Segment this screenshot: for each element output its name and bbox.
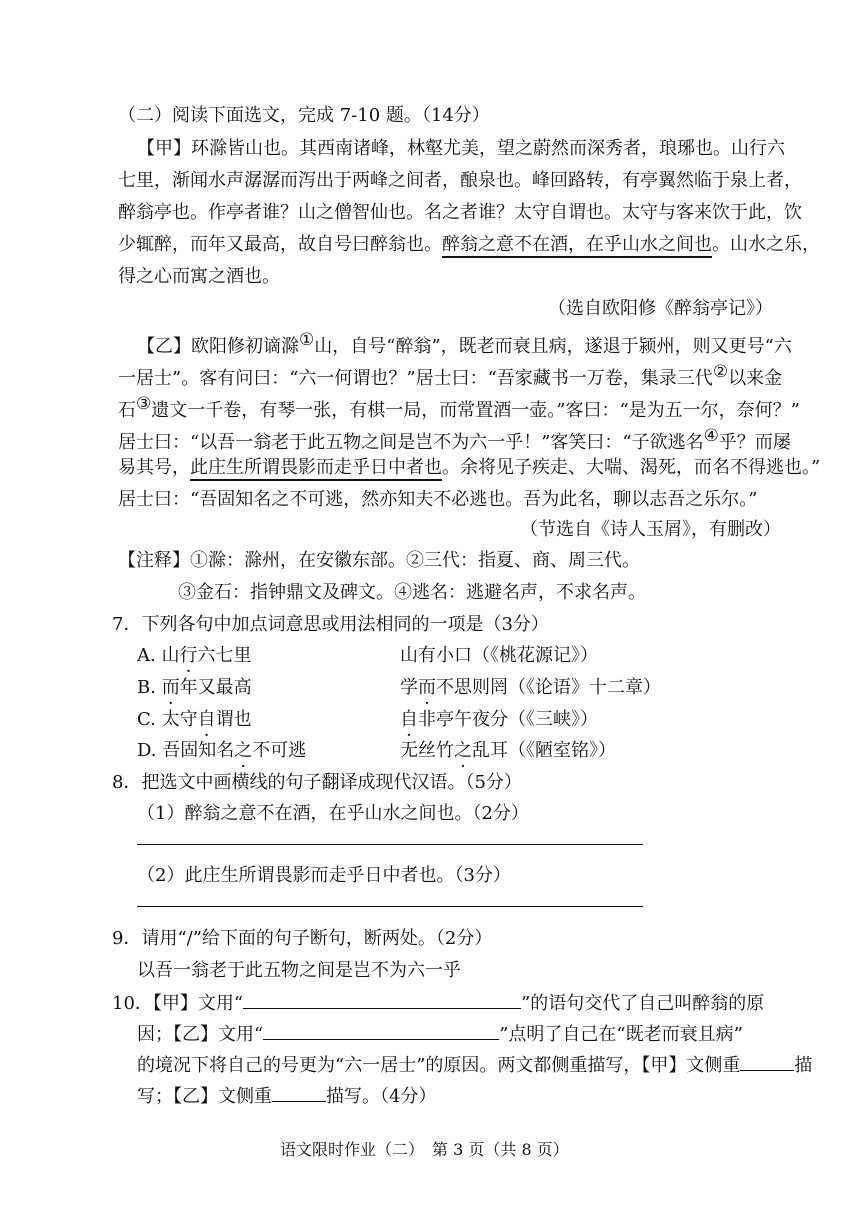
underlined-sentence-1: 醉翁之意不在酒，在乎山水之间也 xyxy=(442,234,712,255)
q10-blank-1[interactable] xyxy=(243,990,521,1009)
passage-source: （选自欧阳修《醉翁亭记》） xyxy=(548,298,773,319)
note-marker: ③ xyxy=(136,394,152,414)
option-text: 六七里 xyxy=(197,645,252,666)
passage-line xyxy=(118,391,800,421)
compare-text: 不思则罔（《论语》十二章） xyxy=(436,677,661,698)
q10-text: 10．【甲】文用“ xyxy=(112,993,244,1014)
passage-line xyxy=(137,327,792,357)
q10-text: 描 xyxy=(794,1055,813,1076)
passage-text: 。山水之乐， xyxy=(712,234,820,255)
passage-text: 居士曰：“以吾一翁老于此五物之间是岂不为六一乎！”客笑曰：“子欲逃名 xyxy=(118,432,704,453)
passage-line: 七里，渐闻水声潺潺而泻出于两峰之间者，酿泉也。峰回路转，有亭翼然临于泉上者， xyxy=(118,170,802,191)
passage-text: 以来金 xyxy=(728,368,783,389)
option-text: 谓也 xyxy=(215,709,252,730)
q10-blank-3[interactable] xyxy=(740,1052,794,1071)
q7-stem: 7．下列各句中加点词意思或用法相同的一项是（3分） xyxy=(112,614,549,635)
passage-line xyxy=(118,359,783,389)
passage-text: 【乙】欧阳修初谪滁 xyxy=(137,336,299,357)
dotted-char: 而 xyxy=(418,677,436,698)
dotted-char: 之 xyxy=(234,740,253,761)
compare-text: 非亭午夜分（《三峡》） xyxy=(418,709,598,730)
passage-line xyxy=(118,232,820,258)
q7-compare-c xyxy=(400,707,598,733)
q10-text: ”的语句交代了自己叫醉翁的原 xyxy=(521,993,765,1014)
q10-text: 描写。（4分） xyxy=(326,1086,437,1107)
passage-text: 易其号， xyxy=(118,457,190,478)
compare-text: 山有小口（《桃花源记》） xyxy=(400,645,598,666)
q10-line-2 xyxy=(137,1021,743,1047)
q10-blank-2[interactable] xyxy=(263,1021,499,1040)
passage-text: 石 xyxy=(118,400,136,421)
section-heading: （二）阅读下面选文，完成 7-10 题。（14分） xyxy=(118,105,490,126)
passage-text: 乎？而屡 xyxy=(718,432,791,453)
option-label: D. xyxy=(137,740,157,761)
q7-compare-d xyxy=(400,738,616,764)
q8-answer-line-2[interactable] xyxy=(137,906,643,907)
q10-blank-4[interactable] xyxy=(272,1083,326,1102)
option-label: A. xyxy=(137,645,156,666)
compare-text: 乱耳（《陋室铭》） xyxy=(472,740,616,761)
page-footer: 语文限时作业（二） 第 3 页（共 8 页） xyxy=(280,1140,569,1159)
notes-line-1: 【注释】①滁：滁州，在安徽东部。②三代：指夏、商、周三代。 xyxy=(118,550,640,571)
underlined-sentence-2: 此庄生所谓畏影而走乎日中者也 xyxy=(190,457,442,478)
passage-text: 少辄醉，而年又最高，故自号曰醉翁也。 xyxy=(118,234,442,255)
q7-option-b xyxy=(137,675,252,701)
passage-text: 遗文一千卷，有琴一张，有棋一局，而常置酒一壶。”客曰：“是为五一尔，奈何？” xyxy=(151,400,800,421)
q10-line-3 xyxy=(137,1052,812,1078)
q10-text: 的境况下将自己的号更为“六一居士”的原因。两文都侧重描写，【甲】文侧重 xyxy=(137,1055,741,1076)
q10-text: 写；【乙】文侧重 xyxy=(137,1086,272,1107)
dotted-char: 之 xyxy=(454,740,472,761)
passage-line: 醉翁亭也。作亭者谁？山之僧智仙也。名之者谁？太守自谓也。太守与客来饮于此，饮 xyxy=(118,202,802,223)
passage-text: 一居士”。客有问曰：“六一何谓也？”居士曰：“吾家藏书一万卷，集录三代 xyxy=(118,368,713,389)
option-text: 吾固知名 xyxy=(162,740,235,761)
passage-line xyxy=(118,455,820,481)
passage-line: 居士曰：“吾固知名之不可逃，然亦知夫不必逃也。吾为此名，聊以志吾之乐尔。” xyxy=(118,489,758,510)
q10-line-1 xyxy=(112,990,764,1016)
option-label: B. xyxy=(137,677,156,698)
q7-option-d xyxy=(137,738,306,764)
dotted-char: 自 xyxy=(400,709,418,730)
q10-text: 因；【乙】文用“ xyxy=(137,1024,264,1045)
q7-compare-b xyxy=(400,675,661,701)
q7-option-a xyxy=(137,643,251,669)
note-marker: ① xyxy=(299,330,315,350)
notes-line-2: ③金石：指钟鼎文及碑文。④逃名：逃避名声，不求名声。 xyxy=(178,582,646,603)
dotted-char: 行 xyxy=(179,645,198,666)
q7-option-c xyxy=(137,707,252,733)
option-text: 不可逃 xyxy=(252,740,307,761)
compare-text: 学 xyxy=(400,677,418,698)
option-text: 山 xyxy=(161,645,180,666)
passage-text: 。余将见子疾走、大喘、渴死，而名不得逃也。” xyxy=(442,457,821,478)
compare-text: 无丝竹 xyxy=(400,740,454,761)
q8-sub2: （2）此庄生所谓畏影而走乎日中者也。（3分） xyxy=(137,865,511,886)
option-label: C. xyxy=(137,709,156,730)
q9-stem: 9．请用“/”给下面的句子断句，断两处。（2分） xyxy=(112,928,493,949)
q8-stem: 8．把选文中画横线的句子翻译成现代汉语。（5分） xyxy=(112,772,522,793)
q10-text: ”点明了自己在“既老而衰且病” xyxy=(499,1024,743,1045)
q7-compare-a xyxy=(400,643,598,669)
passage-line xyxy=(118,423,791,453)
q8-sub1: （1）醉翁之意不在酒，在乎山水之间也。（2分） xyxy=(137,803,529,824)
passage-line: 【甲】环滁皆山也。其西南诸峰，林壑尤美，望之蔚然而深秀者，琅琊也。山行六 xyxy=(137,138,785,159)
option-text: 太守 xyxy=(161,709,198,730)
q10-line-4 xyxy=(137,1083,436,1109)
passage-text: 山，自号“醉翁”，既老而衰且病，遂退于颍州，则又更号“六 xyxy=(314,336,792,357)
option-text: 年又最高 xyxy=(179,677,252,698)
dotted-char: 自 xyxy=(197,709,216,730)
passage-source: （节选自《诗人玉屑》，有删改） xyxy=(520,519,781,540)
note-marker: ④ xyxy=(703,426,719,446)
dotted-char: 而 xyxy=(161,677,180,698)
q9-sentence: 以吾一翁老于此五物之间是岂不为六一乎 xyxy=(137,960,461,981)
q8-answer-line-1[interactable] xyxy=(137,844,643,845)
passage-line: 得之心而寓之酒也。 xyxy=(118,266,280,287)
note-marker: ② xyxy=(712,362,729,382)
